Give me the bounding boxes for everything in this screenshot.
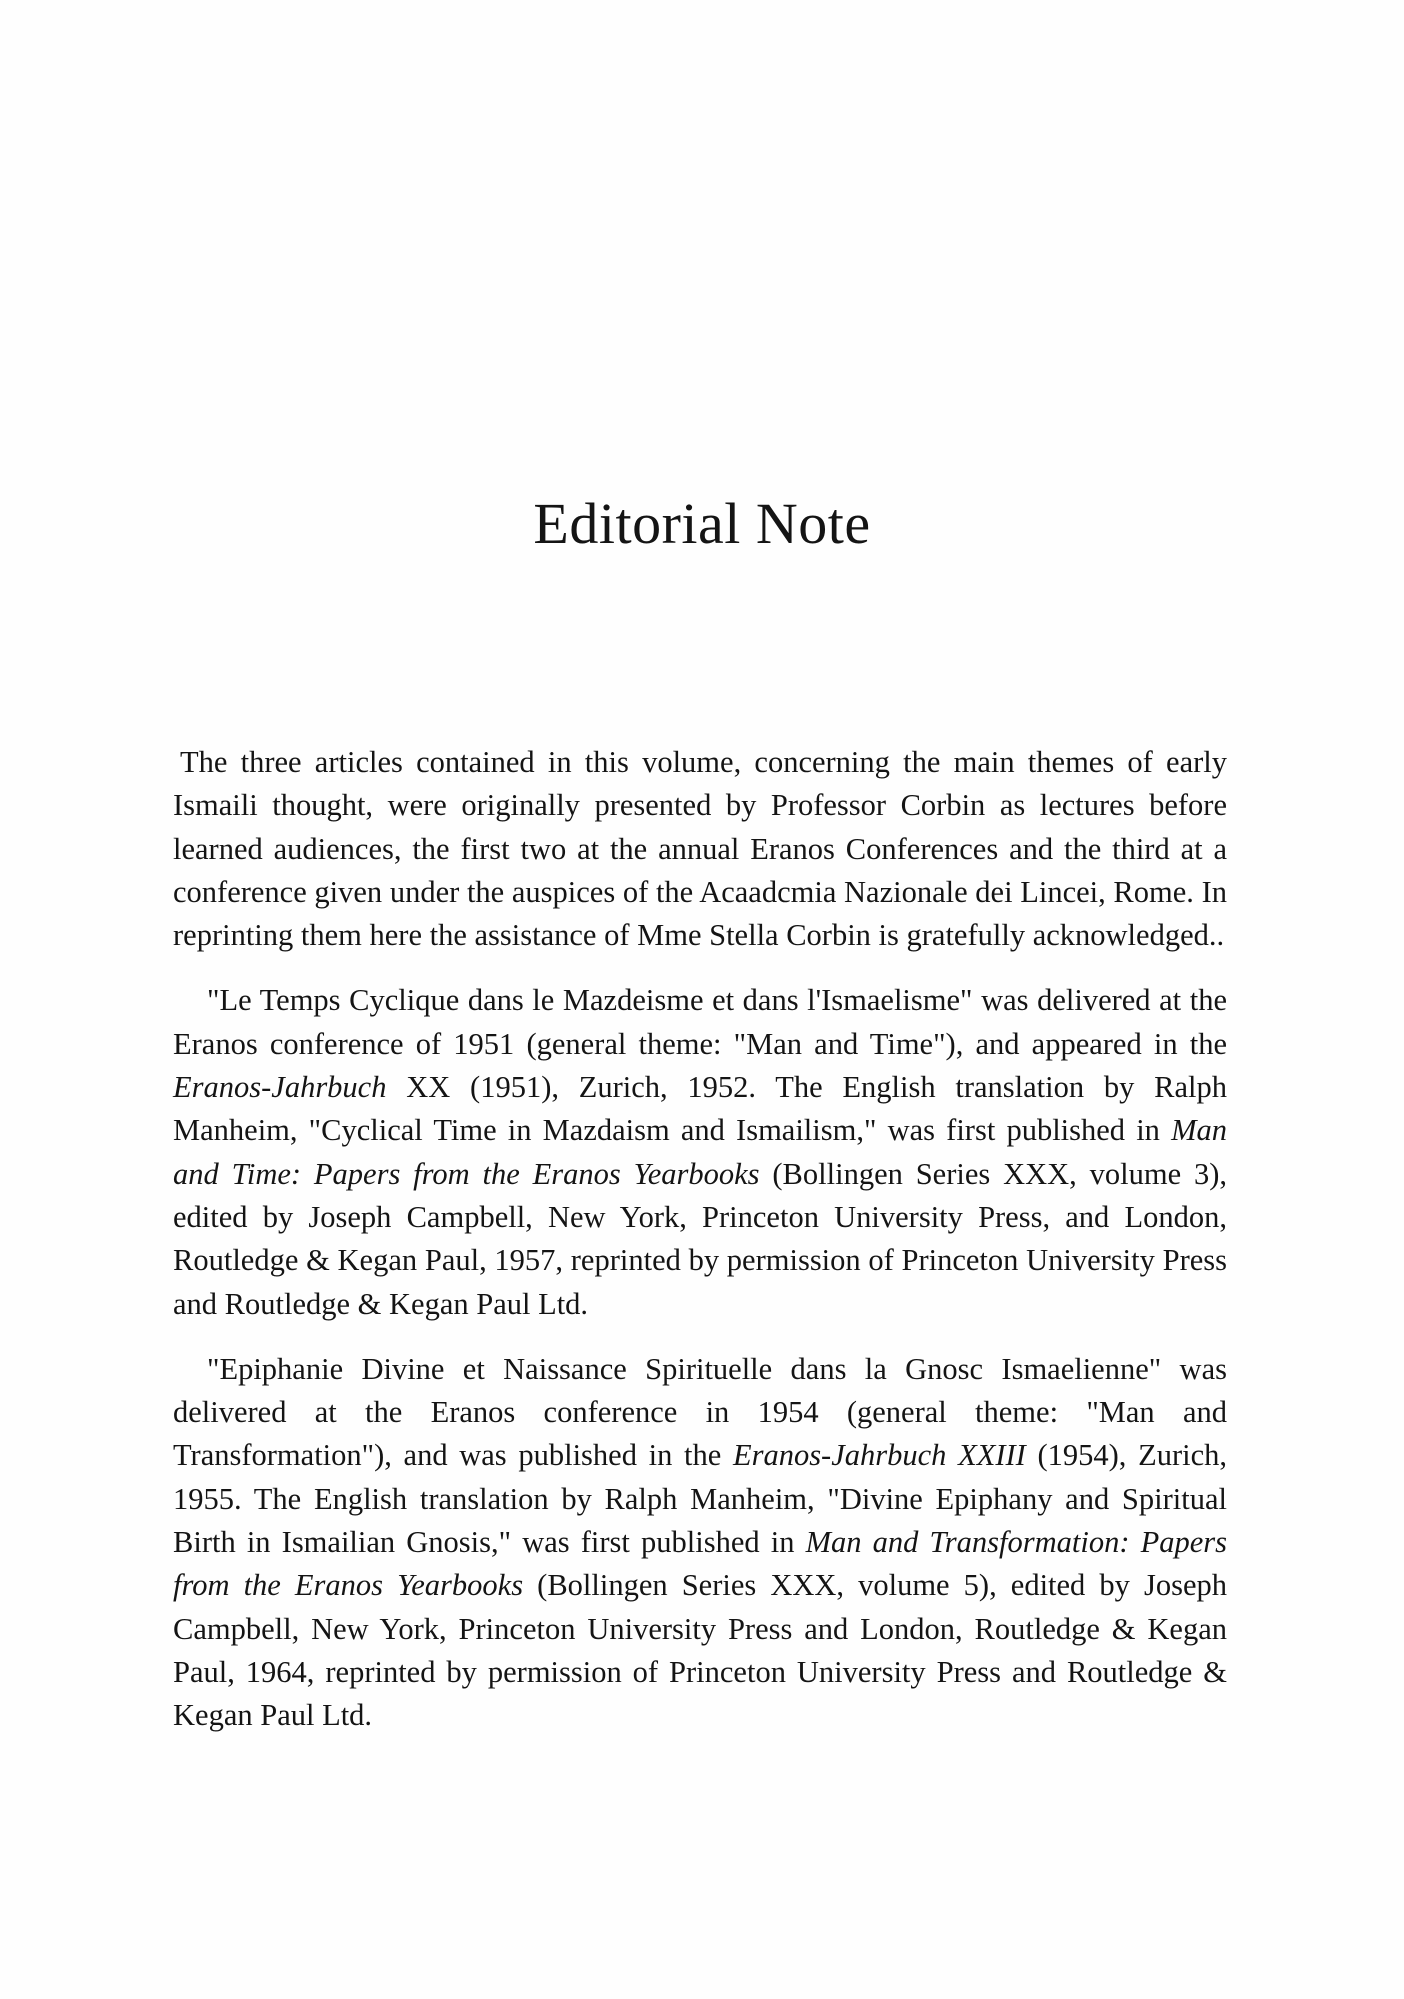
text-run: "Epiphanie Divine et Naissance Spirituelle dans la Gnosc Ismaelienne" was delivered at the Eranos conference in 1954 (general theme: "Man and Transformation"), and was published in the: [173, 1351, 1227, 1473]
body-text: [173, 741, 1227, 1760]
paragraph-epiphanie: [173, 1348, 1227, 1738]
paragraph-temps-cyclique: [173, 979, 1227, 1325]
text-run: (Bollingen Series XXX, volume 5), edited by Joseph Campbell, New York, Princeton University Press and London, Routledge & Kegan Paul, 1964, reprinted by permission of Princeton University Press and Routledge & Kegan Paul Ltd.: [173, 1568, 1227, 1733]
text-run: (Bollingen Series XXX, volume 3), edited by Joseph Campbell, New York, Princeton University Press, and London, Routledge & Kegan Paul, 1957, reprinted by permission of Princeton University Press and Routledge & Kegan Paul Ltd.: [173, 1156, 1227, 1321]
text-run: XX (1951), Zurich, 1952. The English translation by Ralph Manheim, "Cyclical Time in Mazdaism and Ismailism," was first published in: [173, 1070, 1227, 1148]
text-run: (1954), Zurich, 1955. The English translation by Ralph Manheim, "Divine Epiphany and Spiritual Birth in Ismailian Gnosis," was first published in: [173, 1438, 1228, 1560]
page-title: Editorial Note: [533, 491, 871, 556]
italic-title: Man and Time: Papers from the Eranos Yearbooks: [173, 1113, 1227, 1191]
paragraph-intro: The three articles contained in this volume, concerning the main themes of early Ismaili thought, were originally presented by Professor Corbin as lectures before learned audiences, the first two at the annual Eranos Conferences and the third at a conference given under the auspices of the Acaadcmia Nazionale dei Lincei, Rome. In reprinting them here the assistance of Mme Stella Corbin is gratefully acknowledged..: [173, 745, 1227, 953]
italic-title: Eranos-Jahrbuch: [173, 1070, 387, 1105]
italic-title: Eranos-Jahrbuch XXIII: [732, 1438, 1026, 1473]
italic-title: Man and Transformation: Papers from the Eranos Yearbooks: [173, 1525, 1228, 1603]
text-run: "Le Temps Cyclique dans le Mazdeisme et dans l'Ismaelisme" was delivered at the Eranos conference of 1951 (general theme: "Man and Time"), and appeared in the: [173, 983, 1227, 1061]
